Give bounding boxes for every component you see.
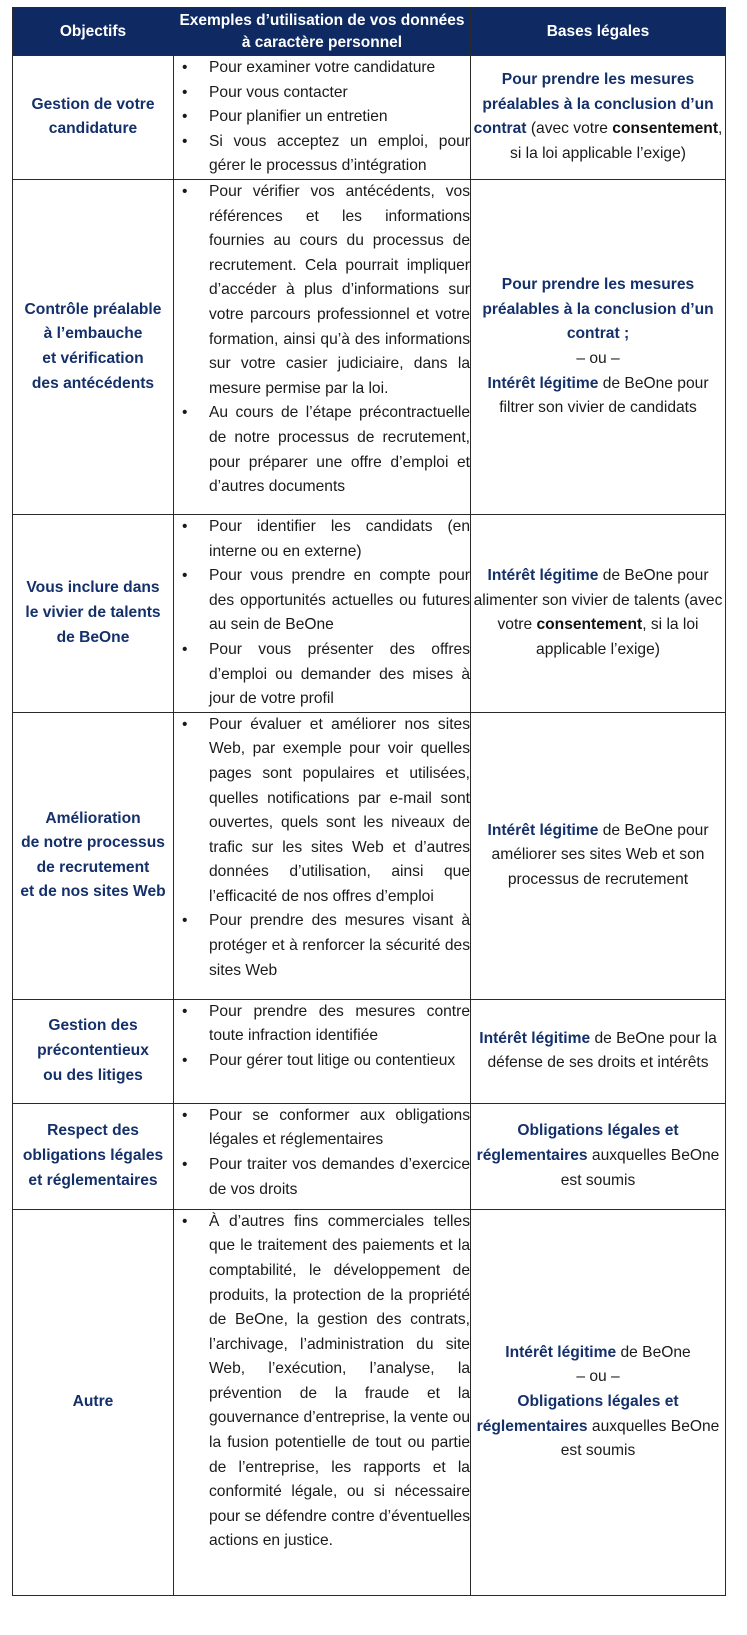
objective-line: le vivier de talents — [25, 604, 161, 622]
basis-emphasis: Intérêt légitime — [505, 1343, 617, 1361]
uses-cell — [174, 999, 471, 1103]
basis-emphasis: Obligations légales et réglementaires — [476, 1122, 679, 1164]
basis-emphasis: Pour prendre les mesures préalables à la conclusion d’un contrat — [473, 71, 714, 138]
basis-emphasis: Intérêt légitime — [487, 821, 599, 839]
objective-cell — [13, 999, 174, 1103]
basis-text: de BeOne — [616, 1343, 691, 1361]
objective-line: Gestion des — [48, 1017, 138, 1035]
list-item: • Pour planifier un entretien — [209, 105, 470, 130]
objective-line: et vérification — [42, 349, 144, 367]
table-header-row — [13, 8, 726, 56]
basis-text: (avec votre — [526, 120, 613, 138]
objective-line: Autre — [72, 1392, 114, 1410]
list-item: • Pour vous présenter des offres d’emploi ou demander des mises à jour de votre profil — [209, 638, 470, 712]
uses-list — [174, 713, 470, 984]
basis-text: de BeOne pour améliorer ses sites Web et son processus de recrutement — [491, 821, 709, 889]
objective-line: précontentieux — [37, 1041, 149, 1059]
objective-line: ou des litiges — [43, 1066, 143, 1084]
objective-line: de notre processus — [21, 834, 165, 852]
uses-cell — [174, 179, 471, 514]
objective-line: Respect des — [47, 1122, 139, 1140]
basis-emphasis: Obligations légales et réglementaires — [476, 1392, 679, 1435]
list-item: • Pour évaluer et améliorer nos sites Web, par exemple pour voir quelles pages sont populaires et utilisées, quelles notifications par e-mail sont ouvertes, quels sont les niveaux de trafic sur les sites Web et d’autres données d’utilisation, ainsi que l’efficacité de nos offres d’emploi — [209, 713, 470, 910]
table-body — [13, 56, 726, 1596]
legal-basis-cell — [471, 514, 726, 712]
list-item: • Pour vérifier vos antécédents, vos références et les informations fournies au cours du processus de recrutement. Cela pourrait impliquer d’accéder à plus d’informations sur votre parcours professionnel et votre formation, ainsi qu’à des informations sur votre casier judiciaire, dans la mesure permise par la loi. — [209, 180, 470, 401]
objective-cell — [13, 56, 174, 180]
uses-cell — [174, 514, 471, 712]
objective-cell — [13, 712, 174, 999]
legal-basis-cell — [471, 712, 726, 999]
basis-text: , si la loi applicable l’exige) — [510, 120, 723, 163]
list-item: • Pour prendre des mesures visant à protéger et à renforcer la sécurité des sites Web — [209, 909, 470, 983]
uses-cell — [174, 1103, 471, 1209]
basis-text: , si la loi applicable l’exige) — [536, 616, 699, 658]
table-row — [13, 514, 726, 712]
basis-text: auxquelles BeOne est soumis — [560, 1417, 720, 1460]
table-row — [13, 712, 726, 999]
objective-line: de BeOne — [56, 628, 130, 646]
objective-cell — [13, 1103, 174, 1209]
uses-list — [174, 56, 470, 179]
uses-list — [174, 1104, 470, 1202]
basis-text: de BeOne pour filtrer son vivier de candidats — [499, 374, 709, 417]
table-row — [13, 1103, 726, 1209]
list-item: • Pour vous prendre en compte pour des opportunités actuelles ou futures au sein de BeOne — [209, 564, 470, 638]
uses-cell — [174, 712, 471, 999]
objective-cell — [13, 179, 174, 514]
objective-line: de recrutement — [36, 858, 150, 876]
objective-line: des antécédents — [31, 374, 155, 392]
list-item: • À d’autres fins commerciales telles que le traitement des paiements et la comptabilité, le développement de produits, la protection de la propriété de BeOne, la gestion des contrats, l’archivage, l’administration du site Web, l’exécution, l’analyse, la prévention de la fraude et la gouvernance d’entreprise, la vente ou la fusion potentielle de tout ou partie de l’entreprise, les rapports et la conformité légale, ou si nécessaire pour se défendre contre d’éventuelles actions en justice. — [209, 1210, 470, 1554]
basis-text: – ou – — [576, 1368, 620, 1386]
basis-text: auxquelles BeOne est soumis — [560, 1146, 720, 1189]
objective-line: et de nos sites Web — [20, 883, 166, 901]
objective-line: à l’embauche — [43, 325, 143, 343]
basis-text: de BeOne pour alimenter son vivier de talents (avec votre — [473, 567, 723, 634]
table-row — [13, 179, 726, 514]
header-uses — [174, 8, 471, 56]
table-row — [13, 56, 726, 180]
list-item: • Pour identifier les candidats (en interne ou en externe) — [209, 515, 470, 564]
uses-list — [174, 1210, 470, 1554]
list-item: • Si vous acceptez un emploi, pour gérer le processus d’intégration — [209, 130, 470, 179]
table-row — [13, 999, 726, 1103]
legal-basis-table — [12, 7, 726, 1596]
legal-basis-cell — [471, 1103, 726, 1209]
uses-list — [174, 180, 470, 500]
uses-list — [174, 515, 470, 712]
objective-line: Gestion de votre — [31, 95, 155, 113]
header-objectives: Objectifs — [13, 8, 174, 56]
basis-text: – ou – — [576, 349, 620, 367]
objective-line: candidature — [48, 120, 138, 138]
header-basis: Bases légales — [471, 8, 726, 56]
list-item: • Pour examiner votre candidature — [209, 56, 470, 81]
objective-cell — [13, 514, 174, 712]
basis-emphasis: Intérêt légitime — [487, 374, 599, 392]
basis-emphasis: consentement — [612, 120, 719, 138]
objective-line: Contrôle préalable — [24, 300, 162, 318]
basis-emphasis: Intérêt légitime — [487, 567, 599, 585]
basis-emphasis: consentement — [536, 616, 643, 634]
uses-cell — [174, 56, 471, 180]
list-item: • Pour se conformer aux obligations légales et réglementaires — [209, 1104, 470, 1153]
objective-line: obligations légales — [22, 1146, 164, 1164]
uses-list — [174, 1000, 470, 1074]
list-item: • Pour traiter vos demandes d’exercice de vos droits — [209, 1153, 470, 1202]
list-item: • Au cours de l’étape précontractuelle de notre processus de recrutement, pour préparer une offre d’emploi et d’autres documents — [209, 401, 470, 499]
list-item: • Pour prendre des mesures contre toute infraction identifiée — [209, 1000, 470, 1049]
basis-emphasis: Pour prendre les mesures préalables à la conclusion d’un contrat ; — [482, 276, 714, 343]
uses-cell — [174, 1209, 471, 1595]
objective-line: Amélioration — [45, 809, 141, 827]
basis-emphasis: Intérêt légitime — [479, 1029, 591, 1047]
header-uses-line2: à caractère personnel — [241, 33, 403, 51]
legal-basis-cell — [471, 179, 726, 514]
basis-text: de BeOne pour la défense de ses droits et intérêts — [487, 1029, 717, 1072]
objective-cell — [13, 1209, 174, 1595]
table-row — [13, 1209, 726, 1595]
header-uses-line1: Exemples d’utilisation de vos données — [179, 11, 465, 29]
legal-basis-cell — [471, 1209, 726, 1595]
legal-basis-cell — [471, 999, 726, 1103]
list-item: • Pour gérer tout litige ou contentieux — [209, 1049, 470, 1074]
objective-line: et réglementaires — [28, 1171, 158, 1189]
legal-basis-cell — [471, 56, 726, 180]
objective-line: Vous inclure dans — [26, 579, 160, 597]
list-item: • Pour vous contacter — [209, 81, 470, 106]
